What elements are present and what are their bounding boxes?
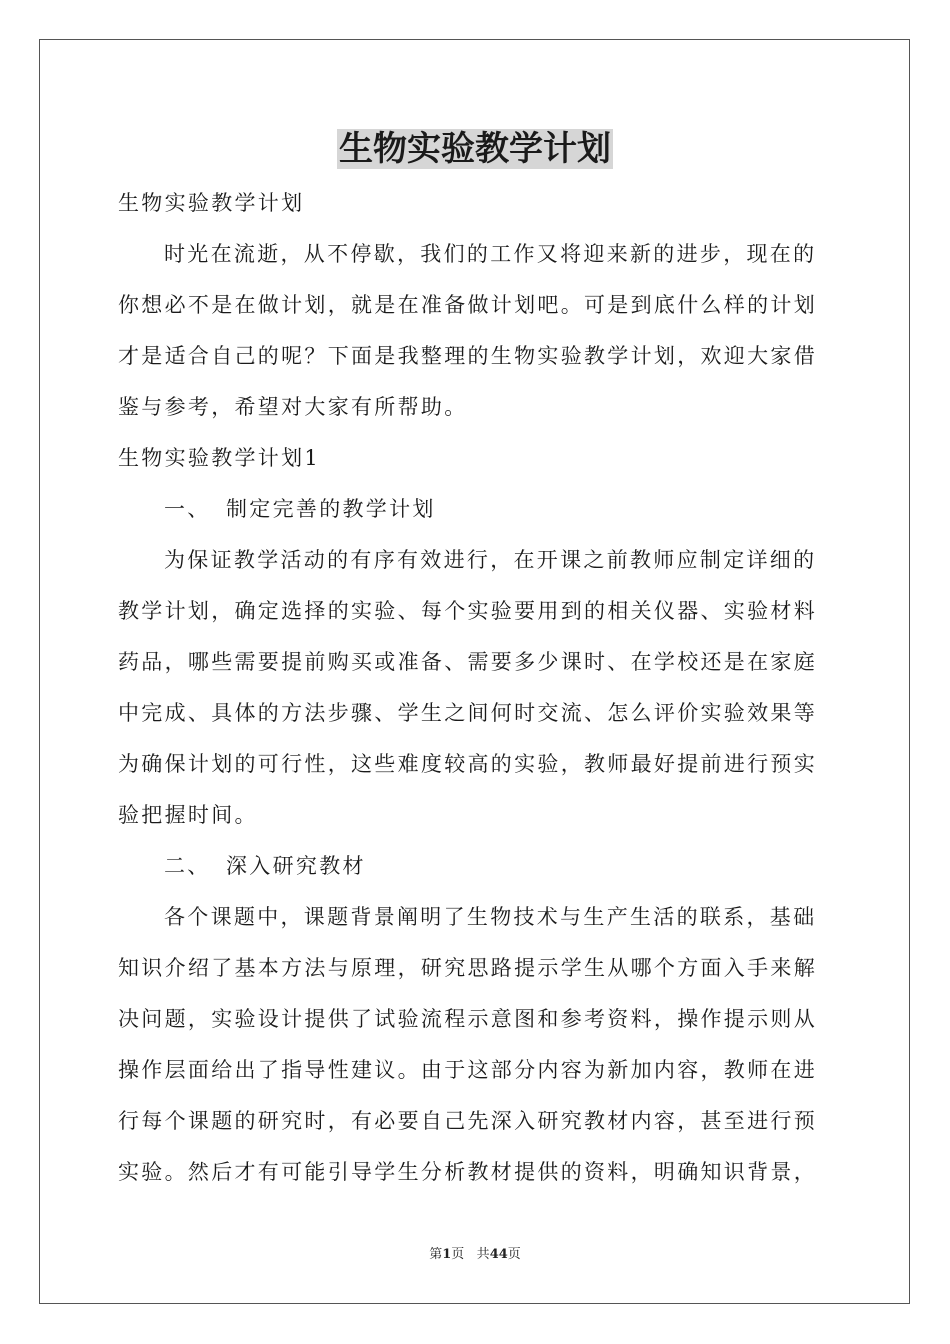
total-suffix: 页 [507,1247,521,1262]
paragraph-1-line: 中完成、具体的方法步骤、学生之间何时交流、怎么评价实验效果等 [118,701,817,725]
heading-1 [118,484,834,535]
total-pages: 44 [489,1247,508,1262]
paragraph-2-line: 决问题，实验设计提供了试验流程示意图和参考资料，操作提示则从 [118,1007,817,1031]
document-title [0,126,950,172]
paragraph-1-line: 教学计划，确定选择的实验、每个实验要用到的相关仪器、实验材料 [118,599,817,623]
paragraph-1-line: 为确保计划的可行性，这些难度较高的实验，教师最好提前进行预实 [118,752,817,776]
heading-2 [118,841,834,892]
page-prefix: 第 [429,1247,443,1262]
page-number: 1 [442,1247,452,1262]
heading-2-number: 二、 [164,854,211,878]
intro-line: 时光在流逝，从不停歇，我们的工作又将迎来新的进步，现在的 [164,242,817,266]
paragraph-2-line: 行每个课题的研究时，有必要自己先深入研究教材内容，甚至进行预 [118,1109,817,1133]
document-title-text: 生物实验教学计划 [339,129,611,169]
subtitle: 生物实验教学计划 [118,191,305,215]
page-suffix: 页 [451,1247,465,1262]
paragraph-2-line: 实验。然后才有可能引导学生分析教材提供的资料，明确知识背景， [118,1160,817,1184]
total-prefix: 共 [476,1247,490,1262]
intro-line: 才是适合自己的呢？下面是我整理的生物实验教学计划，欢迎大家借 [118,344,817,368]
intro-line: 鉴与参考，希望对大家有所帮助。 [118,395,468,419]
page-footer [0,1246,950,1264]
paragraph-2-line: 操作层面给出了指导性建议。由于这部分内容为新加内容，教师在进 [118,1058,817,1082]
paragraph-1-line: 药品，哪些需要提前购买或准备、需要多少课时、在学校还是在家庭 [118,650,817,674]
paragraph-2-line: 知识介绍了基本方法与原理，研究思路提示学生从哪个方面入手来解 [118,956,817,980]
heading-1-text: 制定完善的教学计划 [226,497,436,521]
heading-1-number: 一、 [164,497,211,521]
section-title: 生物实验教学计划1 [118,446,321,470]
intro-line: 你想必不是在做计划，就是在准备做计划吧。可是到底什么样的计划 [118,293,817,317]
paragraph-1-line: 验把握时间。 [118,803,258,827]
paragraph-2-line: 各个课题中，课题背景阐明了生物技术与生产生活的联系，基础 [164,905,817,929]
paragraph-1-line: 为保证教学活动的有序有效进行，在开课之前教师应制定详细的 [164,548,817,572]
document-body [118,178,834,1198]
heading-2-text: 深入研究教材 [226,854,366,878]
